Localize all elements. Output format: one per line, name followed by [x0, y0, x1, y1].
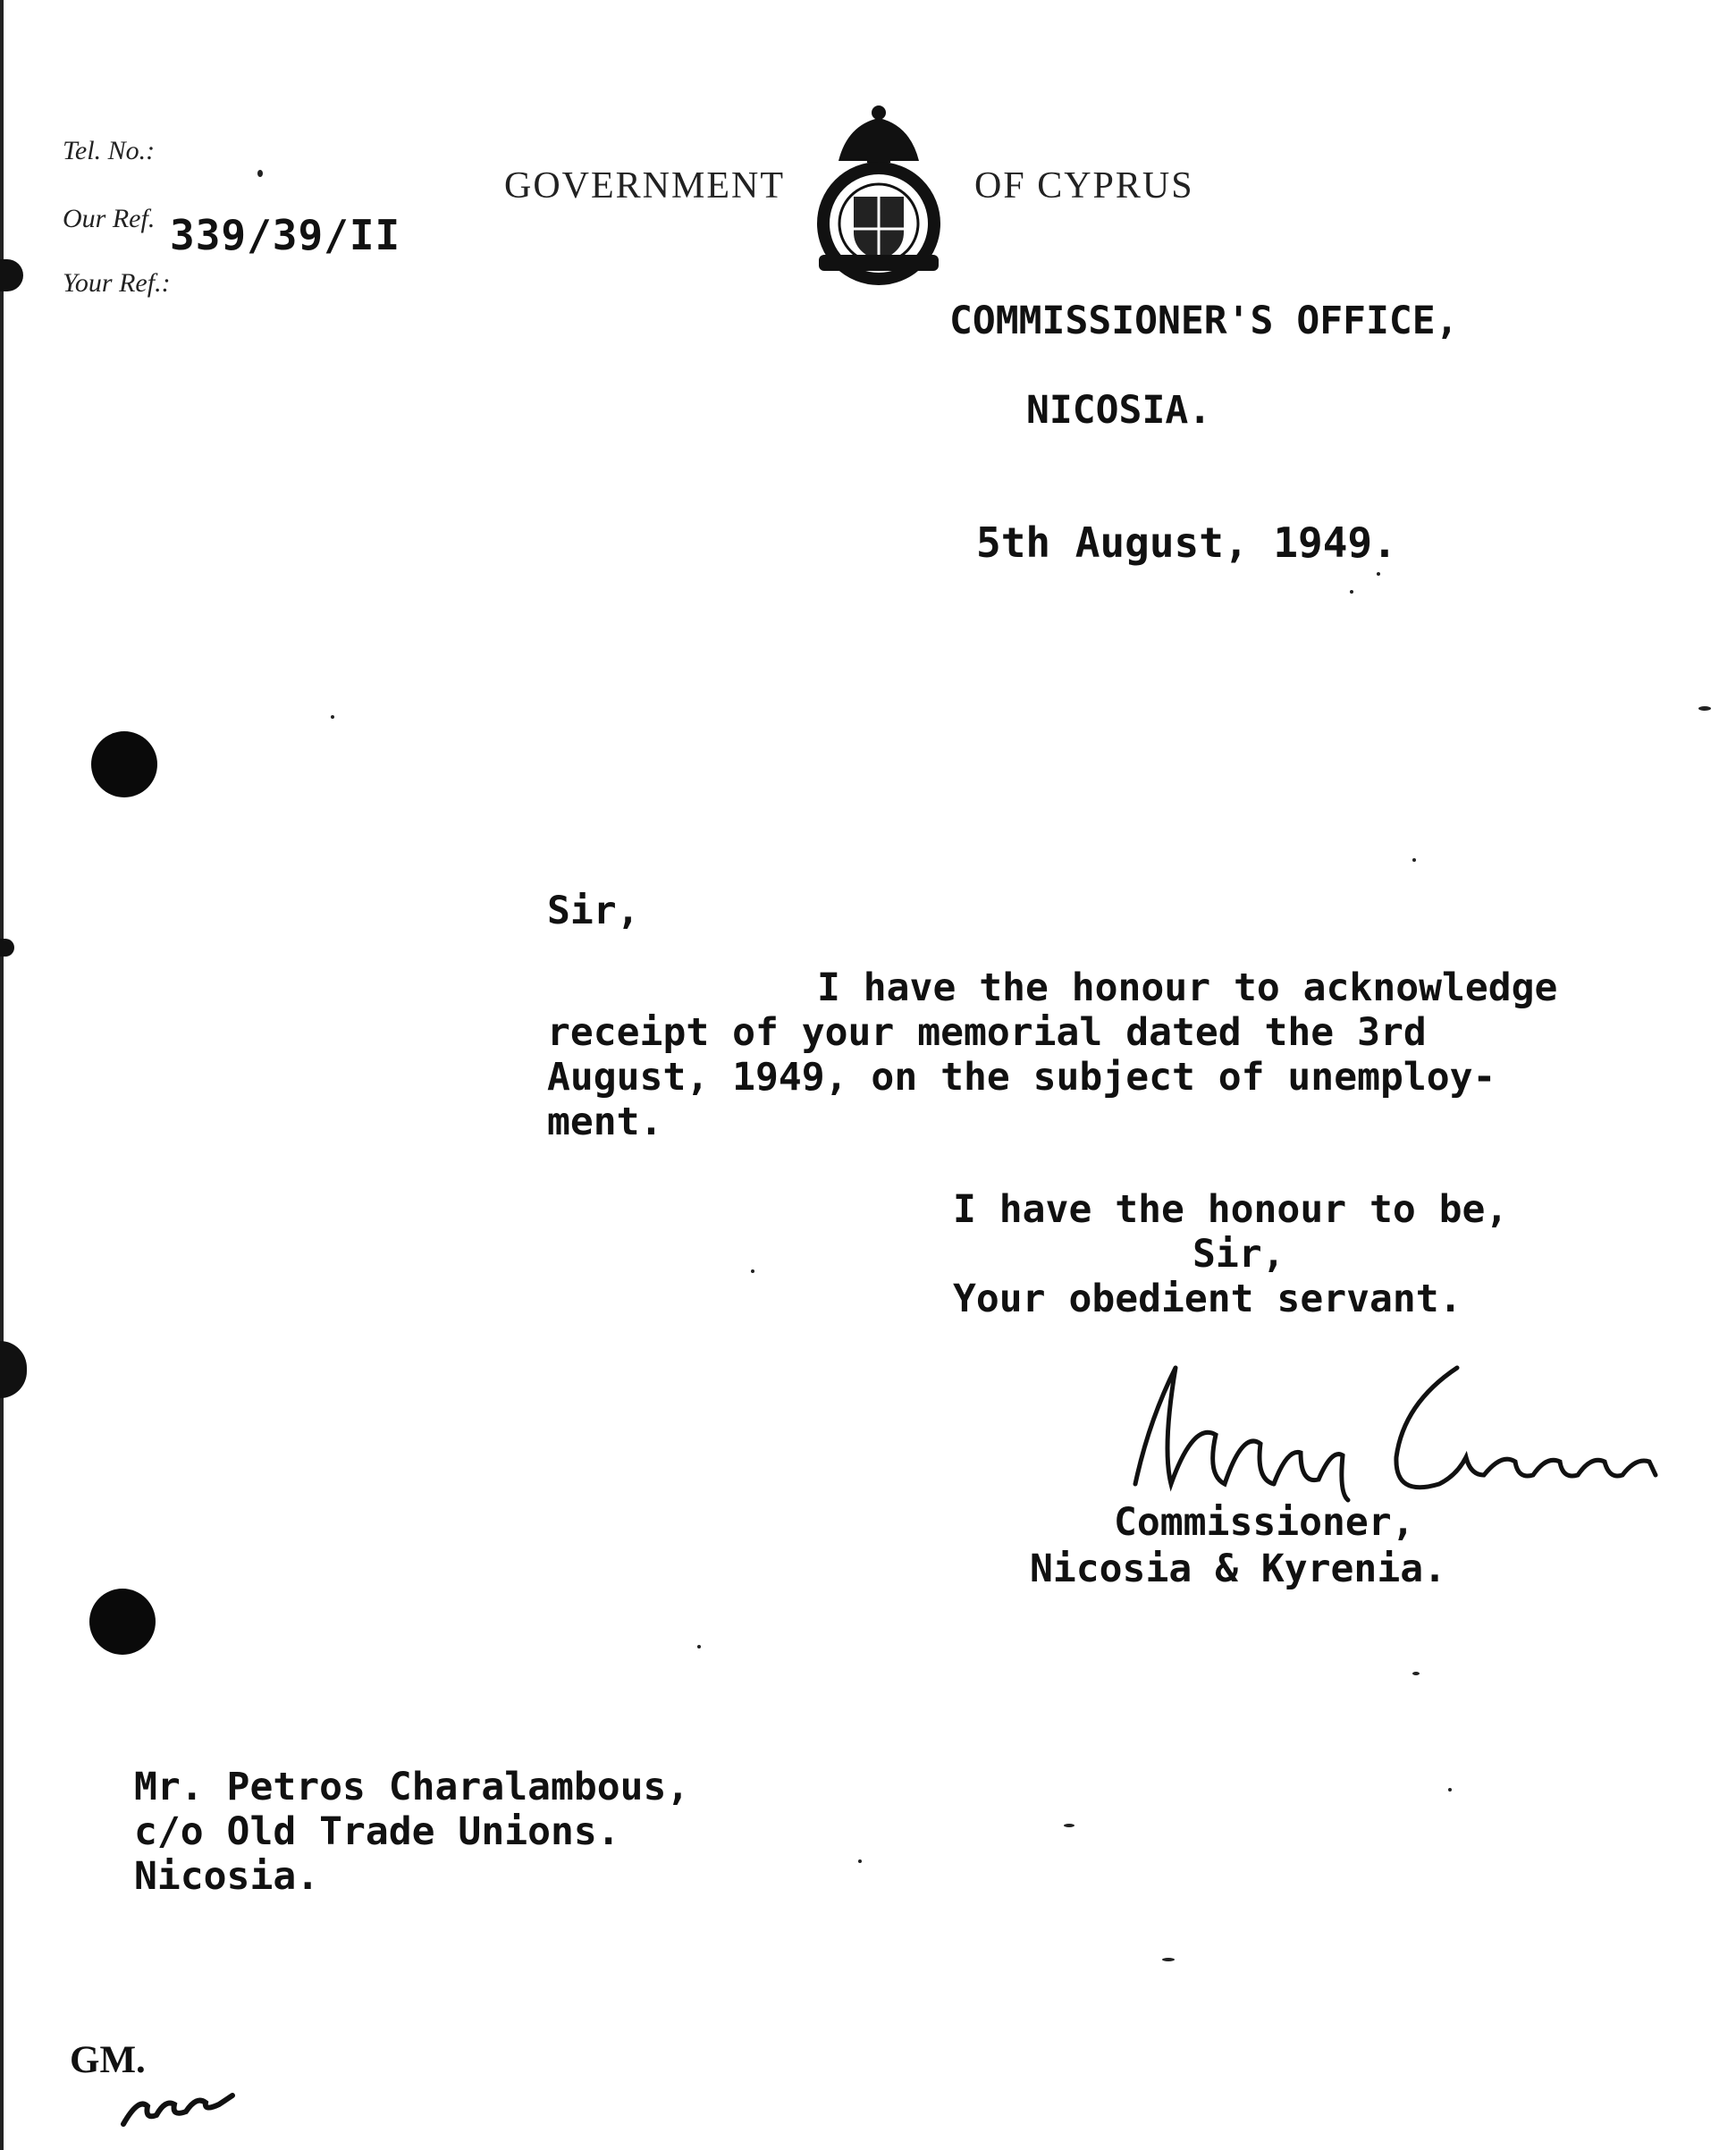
paper-speck [1162, 1958, 1175, 1961]
paper-speck [1412, 1672, 1420, 1675]
paper-speck [1350, 590, 1353, 594]
letter-date: 5th August, 1949. [976, 519, 1397, 567]
signatory-title: Commissioner, [1114, 1500, 1415, 1545]
paper-speck [1448, 1788, 1452, 1792]
body-line: I have the honour to acknowledge [817, 965, 1558, 1010]
paper-speck [1064, 1824, 1074, 1827]
paper-speck [1377, 572, 1380, 576]
closing-line: I have the honour to be, [953, 1187, 1509, 1232]
recipient-line: c/o Old Trade Unions. [134, 1809, 620, 1854]
tel-label: Tel. No.: [63, 136, 156, 165]
body-line: ment. [547, 1100, 663, 1144]
your-ref-label: Your Ref.: [63, 268, 171, 298]
footer-initials: GM. [70, 2039, 146, 2081]
closing-line: Your obedient servant. [953, 1277, 1462, 1321]
page-left-edge [0, 0, 4, 2150]
our-ref-value: 339/39/II [170, 211, 401, 259]
body-line: receipt of your memorial dated the 3rd [547, 1010, 1427, 1055]
recipient-line: Mr. Petros Charalambous, [134, 1765, 690, 1809]
paper-speck [257, 170, 263, 177]
letterhead-government: GOVERNMENT [504, 165, 785, 207]
paper-speck [697, 1645, 701, 1648]
edge-mark [0, 939, 14, 957]
paper-speck [331, 715, 334, 719]
salutation: Sir, [547, 889, 640, 933]
initials-scribble [116, 2079, 241, 2133]
paper-speck [858, 1859, 862, 1863]
letterhead-of-cyprus: OF CYPRUS [974, 165, 1194, 207]
royal-coat-of-arms-icon [812, 98, 946, 286]
punch-hole [89, 1589, 156, 1655]
edge-mark [0, 1341, 27, 1398]
paper-speck [1698, 706, 1711, 711]
punch-hole [91, 731, 157, 797]
closing-line: Sir, [1192, 1232, 1285, 1277]
signatory-district: Nicosia & Kyrenia. [1030, 1547, 1446, 1591]
our-ref-label: Our Ref. [63, 204, 156, 233]
edge-mark [0, 259, 23, 291]
office-name: COMMISSIONER'S OFFICE, [949, 299, 1459, 343]
handwritten-signature [1108, 1350, 1681, 1511]
paper-speck [1412, 858, 1416, 862]
paper-speck [751, 1269, 754, 1273]
body-line: August, 1949, on the subject of unemploy- [547, 1055, 1496, 1100]
office-city: NICOSIA. [1026, 388, 1212, 433]
recipient-line: Nicosia. [134, 1854, 320, 1899]
